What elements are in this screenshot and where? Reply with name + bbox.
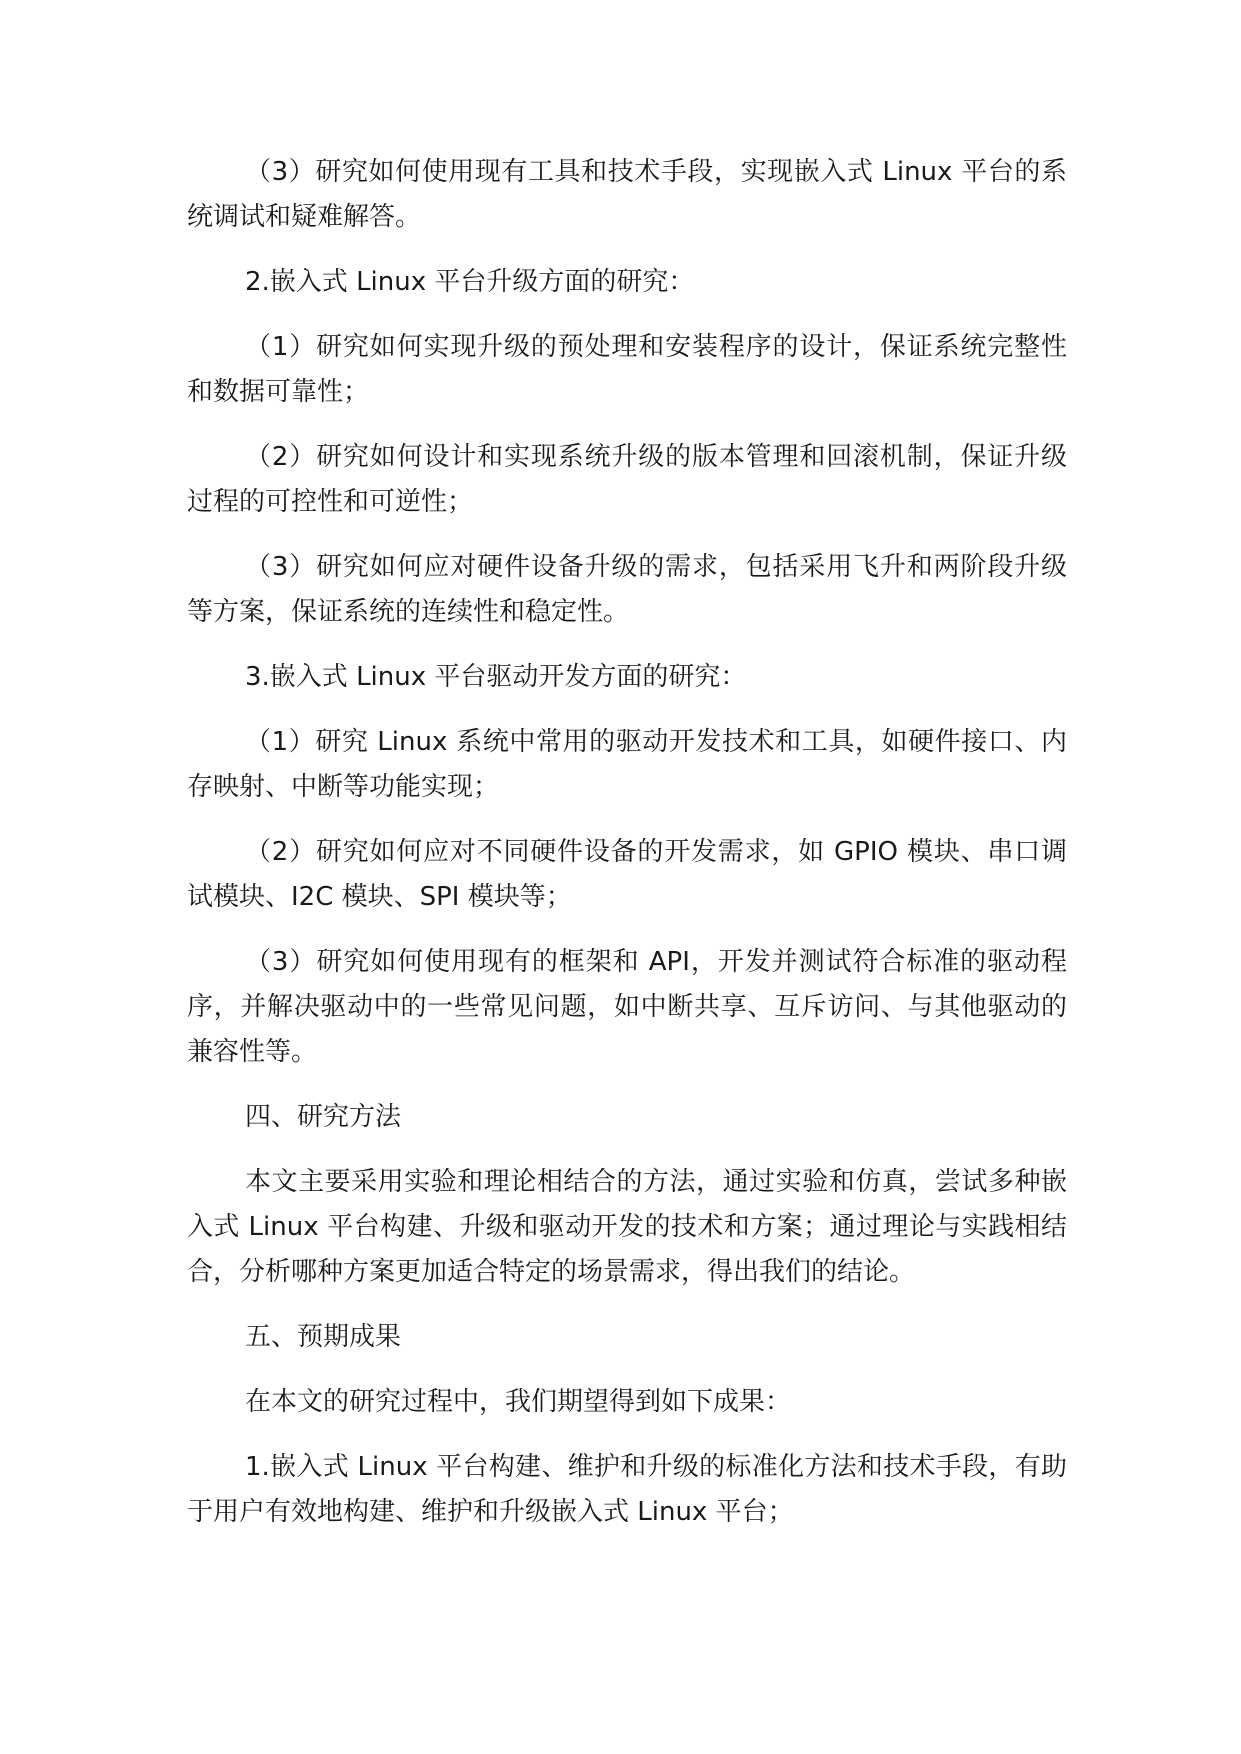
paragraph-2-1-preprocessing: （1）研究如何实现升级的预处理和安装程序的设计，保证系统完整性和数据可靠性； [187,332,1067,407]
paragraph-3-1-driver-techniques: （1）研究 Linux 系统中常用的驱动开发技术和工具，如硬件接口、内存映射、中断等功能实现； [187,727,1067,802]
paragraph-expected-intro: 在本文的研究过程中，我们期望得到如下成果： [245,1387,792,1417]
section-heading-driver-research: 3.嵌入式 Linux 平台驱动开发方面的研究： [245,662,747,692]
paragraph-research-methods: 本文主要采用实验和理论相结合的方法，通过实验和仿真，尝试多种嵌入式 Linux 平台构建、升级和驱动开发的技术和方案；通过理论与实践相结合，分析哪种方案更加适合特定的场景需求，得出我们的结论。 [187,1167,1067,1287]
paragraph-2-3-hardware-upgrade: （3）研究如何应对硬件设备升级的需求，包括采用飞升和两阶段升级等方案，保证系统的连续性和稳定性。 [187,552,1067,627]
document-page [187,150,1067,1555]
paragraph-1-3-debugging: （3）研究如何使用现有工具和技术手段，实现嵌入式 Linux 平台的系统调试和疑难解答。 [187,157,1067,232]
paragraph-3-3-framework-api: （3）研究如何使用现有的框架和 API，开发并测试符合标准的驱动程序，并解决驱动中的一些常见问题，如中断共享、互斥访问、与其他驱动的兼容性等。 [187,947,1067,1067]
heading-research-methods: 四、研究方法 [245,1102,402,1132]
section-heading-upgrade-research: 2.嵌入式 Linux 平台升级方面的研究： [245,267,695,297]
paragraph-2-2-version-management: （2）研究如何设计和实现系统升级的版本管理和回滚机制，保证升级过程的可控性和可逆性； [187,442,1067,517]
paragraph-expected-result-1: 1.嵌入式 Linux 平台构建、维护和升级的标准化方法和技术手段，有助于用户有效地构建、维护和升级嵌入式 Linux 平台； [187,1452,1067,1527]
paragraph-3-2-device-requirements: （2）研究如何应对不同硬件设备的开发需求，如 GPIO 模块、串口调试模块、I2C 模块、SPI 模块等； [187,837,1067,912]
heading-expected-results: 五、预期成果 [245,1322,402,1352]
